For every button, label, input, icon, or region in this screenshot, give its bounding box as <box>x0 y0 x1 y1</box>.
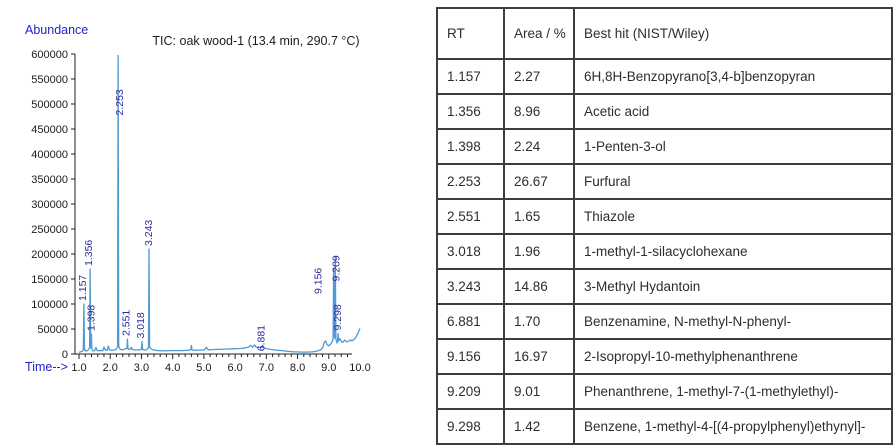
cell-area: 26.67 <box>504 164 574 199</box>
y-tick-label: 100000 <box>31 299 68 311</box>
cell-area: 9.01 <box>504 374 574 409</box>
y-tick-label: 400000 <box>31 149 68 161</box>
cell-hit: 6H,8H-Benzopyrano[3,4-b]benzopyran <box>574 59 892 94</box>
abundance-label: Abundance <box>25 23 89 37</box>
peak-label: 3.243 <box>143 219 156 246</box>
peak-label: 1.356 <box>83 239 96 266</box>
cell-hit: Phenanthrene, 1-methyl-7-(1-methylethyl)- <box>574 374 892 409</box>
y-tick-label: 450000 <box>31 124 68 136</box>
table-row <box>437 269 892 304</box>
chart-title: TIC: oak wood-1 (13.4 min, 290.7 °C) <box>152 34 360 48</box>
cell-area: 1.65 <box>504 199 574 234</box>
cell-hit: Acetic acid <box>574 94 892 129</box>
table-row <box>437 304 892 339</box>
x-tick-label: 3.0 <box>133 362 150 374</box>
column-header-rt: RT <box>437 8 504 59</box>
cell-hit: 2-Isopropyl-10-methylphenanthrene <box>574 339 892 374</box>
x-tick-label: 8.0 <box>289 362 306 374</box>
x-axis-ticks <box>71 354 370 374</box>
peak-label: 9.298 <box>332 304 345 331</box>
cell-hit: 3-Methyl Hydantoin <box>574 269 892 304</box>
peak-label: 1.398 <box>85 304 98 331</box>
cell-hit: Furfural <box>574 164 892 199</box>
y-tick-label: 550000 <box>31 74 68 86</box>
y-tick-label: 500000 <box>31 99 68 111</box>
table-row <box>437 164 892 199</box>
cell-hit: Benzene, 1-methyl-4-[(4-propylphenyl)ethynyl]- <box>574 409 892 444</box>
y-tick-label: 200000 <box>31 249 68 261</box>
cell-hit: Benzenamine, N-methyl-N-phenyl- <box>574 304 892 339</box>
y-tick-label: 350000 <box>31 174 68 186</box>
cell-rt: 9.156 <box>437 339 504 374</box>
cell-rt: 3.243 <box>437 269 504 304</box>
x-tick-label: 9.0 <box>321 362 337 374</box>
peak-labels <box>77 89 344 351</box>
y-tick-label: 250000 <box>31 224 68 236</box>
peak-label: 9.209 <box>330 255 343 282</box>
cell-area: 2.27 <box>504 59 574 94</box>
x-tick-label: 5.0 <box>196 362 212 374</box>
y-tick-label: 0 <box>61 349 68 361</box>
peak-label: 9.156 <box>312 267 325 294</box>
cell-area: 1.70 <box>504 304 574 339</box>
peak-label: 2.253 <box>114 89 127 116</box>
cell-rt: 1.398 <box>437 129 504 164</box>
x-tick-label: 1.0 <box>71 362 87 374</box>
peak-label: 6.881 <box>255 324 268 352</box>
table-row <box>437 409 892 444</box>
peak-label: 3.018 <box>135 312 148 339</box>
cell-area: 8.96 <box>504 94 574 129</box>
x-tick-label: 2.0 <box>102 362 118 374</box>
header-row <box>437 8 892 59</box>
column-header-area: Area / % <box>504 8 574 59</box>
cell-rt: 2.253 <box>437 164 504 199</box>
table-row <box>437 234 892 269</box>
table-row <box>437 339 892 374</box>
peak-table <box>436 7 893 445</box>
y-axis-ticks <box>31 49 75 361</box>
cell-area: 1.42 <box>504 409 574 444</box>
y-tick-label: 300000 <box>31 199 68 211</box>
peak-table-body <box>437 59 892 444</box>
cell-rt: 2.551 <box>437 199 504 234</box>
cell-hit: 1-Penten-3-ol <box>574 129 892 164</box>
x-tick-label: 7.0 <box>258 362 274 374</box>
table-row <box>437 59 892 94</box>
x-tick-label: 6.0 <box>227 362 243 374</box>
peak-table-header <box>437 8 892 59</box>
cell-area: 1.96 <box>504 234 574 269</box>
peak-label: 1.157 <box>76 274 89 301</box>
cell-rt: 1.157 <box>437 59 504 94</box>
cell-area: 16.97 <box>504 339 574 374</box>
x-tick-label: 10.0 <box>349 362 371 374</box>
cell-rt: 6.881 <box>437 304 504 339</box>
chromatogram-chart <box>0 6 430 418</box>
peak-label: 2.551 <box>120 309 133 336</box>
cell-rt: 3.018 <box>437 234 504 269</box>
cell-rt: 9.209 <box>437 374 504 409</box>
y-tick-label: 600000 <box>31 49 68 61</box>
cell-area: 2.24 <box>504 129 574 164</box>
cell-area: 14.86 <box>504 269 574 304</box>
time-axis-label: Time--> <box>25 360 68 374</box>
y-tick-label: 150000 <box>31 274 68 286</box>
table-row <box>437 94 892 129</box>
table-row <box>437 129 892 164</box>
x-tick-label: 4.0 <box>165 362 181 374</box>
cell-rt: 1.356 <box>437 94 504 129</box>
cell-hit: 1-methyl-1-silacyclohexane <box>574 234 892 269</box>
chromatogram-panel <box>0 0 430 418</box>
cell-hit: Thiazole <box>574 199 892 234</box>
table-row <box>437 374 892 409</box>
column-header-hit: Best hit (NIST/Wiley) <box>574 8 892 59</box>
table-row <box>437 199 892 234</box>
cell-rt: 9.298 <box>437 409 504 444</box>
y-tick-label: 50000 <box>37 324 68 336</box>
